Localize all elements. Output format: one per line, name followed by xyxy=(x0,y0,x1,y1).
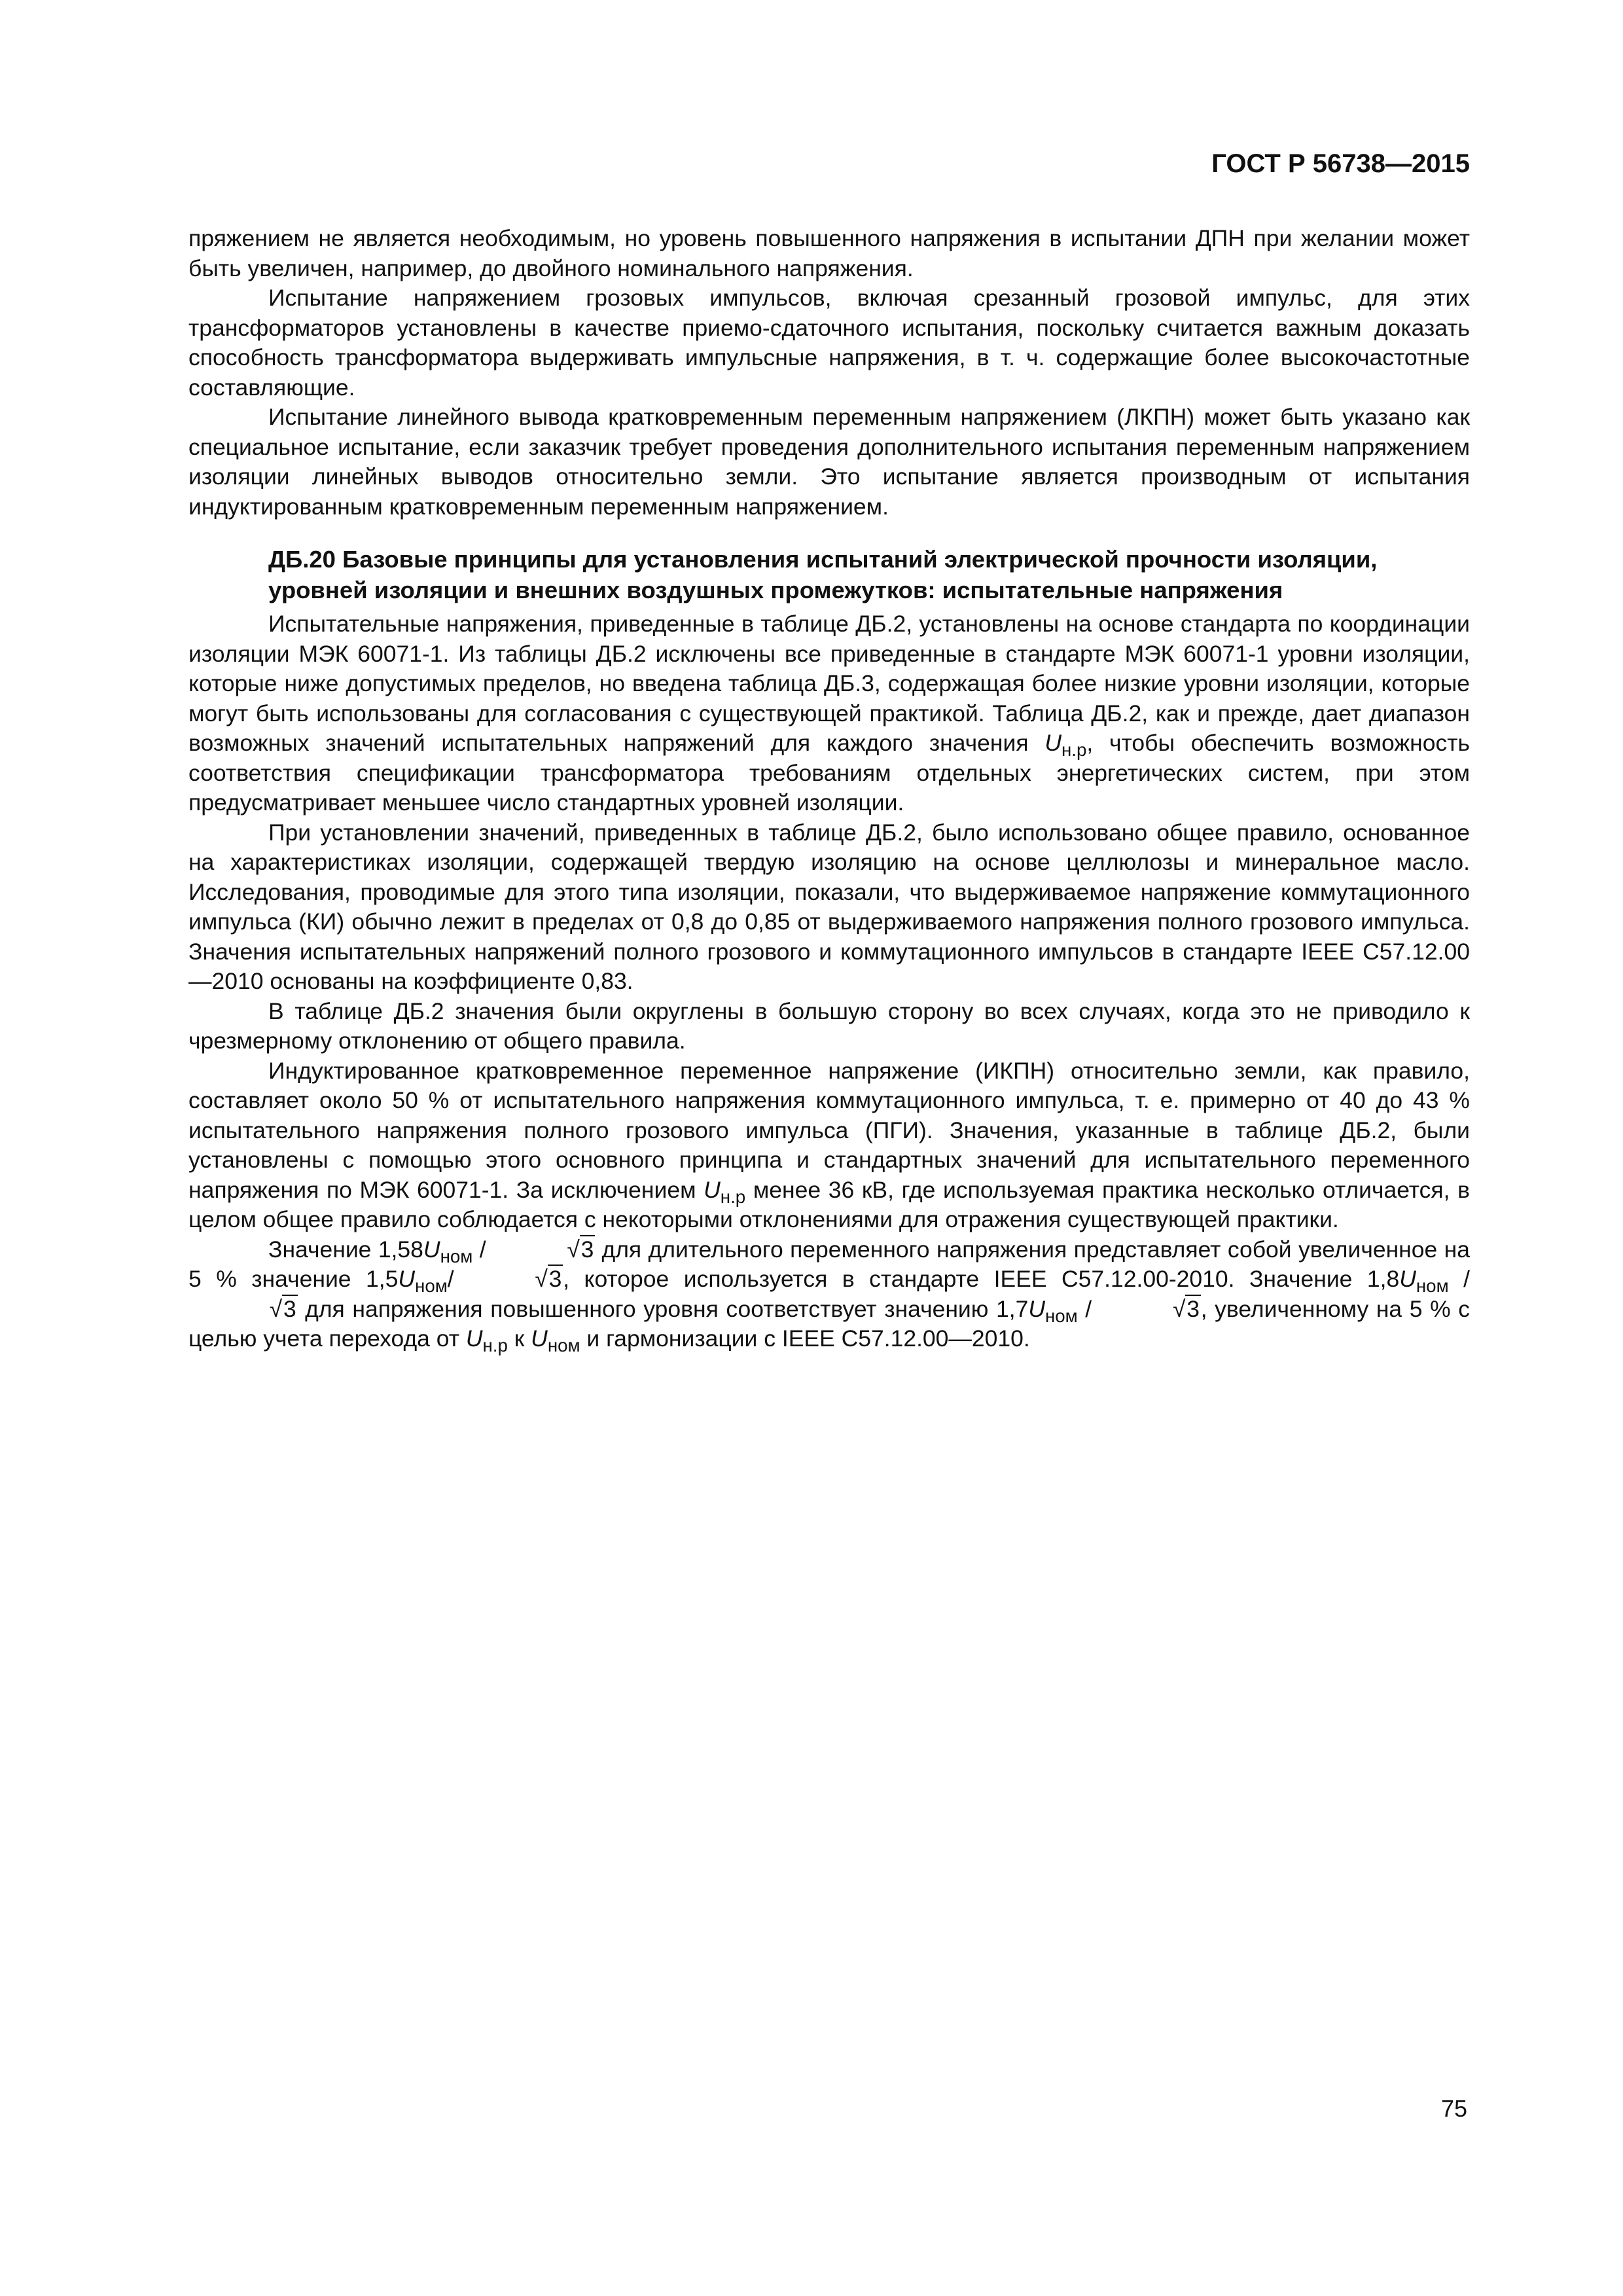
paragraph-4-text-b: , чтобы обеспечить возможность соответствия спецификации трансформатора требованиям отдельных энергетических систем, при этом предусматривает меньшее число стандартных уровней изоляции. xyxy=(188,730,1471,816)
voltage-subscript: ном xyxy=(415,1275,448,1296)
paragraph-8-text-1: Значение 1,58 xyxy=(268,1236,423,1263)
section-heading: ДБ.20 Базовые принципы для установления испытаний электрической прочности изоляции, уровней изоляции и внешних воздушных промежутков: испытательные напряжения xyxy=(268,546,1378,603)
formula-slash: / xyxy=(1085,1295,1092,1322)
voltage-symbol: U xyxy=(1044,730,1061,756)
voltage-symbol: U xyxy=(1399,1266,1416,1292)
formula-slash: / xyxy=(479,1236,486,1263)
sqrt-sign: √ xyxy=(535,1266,548,1292)
sqrt-formula xyxy=(454,1265,563,1295)
paragraph-7-text-b: менее 36 кВ, где используемая практика несколько отличается, в целом общее правило соблюдается с некоторыми отклонениями для отражения существующей практики. xyxy=(188,1176,1470,1232)
sqrt-argument: 3 xyxy=(1186,1295,1200,1322)
paragraph-8-text-6: к xyxy=(507,1325,531,1352)
paragraph-7-text-a: Индуктированное кратковременное переменное напряжение (ИКПН) относительно земли, как правило, составляет около 50 % от испытательного напряжения коммутационного импульса, т. е. примерно от 40 до 43 % испытательного напряжения полного грозового импульса (ПГИ). Значения, указанные в таблице ДБ.2, были установлены с помощью этого основного принципа и стандартных значений для испытательного переменного напряжения по МЭК 60071-1. За исключением xyxy=(188,1057,1470,1203)
paragraph-7 xyxy=(188,1056,1470,1235)
voltage-subscript: ном xyxy=(440,1246,473,1266)
formula-slash: / xyxy=(1463,1266,1470,1292)
voltage-symbol: U xyxy=(465,1325,483,1352)
formula-slash: / xyxy=(447,1266,454,1292)
paragraph-2: Испытание напряжением грозовых импульсов, включая срезанный грозовой импульс, для этих трансформаторов установлены в качестве приемо-сдаточного испытания, поскольку считается важным доказать способность трансформатора выдерживать импульсные напряжения, в т. ч. содержащие более высокочастотные составляющие. xyxy=(188,285,1470,401)
voltage-subscript: ном xyxy=(1416,1275,1449,1296)
voltage-subscript: н.р xyxy=(482,1335,508,1355)
sqrt-formula xyxy=(486,1235,596,1265)
voltage-symbol: U xyxy=(423,1236,440,1263)
sqrt-sign: √ xyxy=(567,1236,580,1263)
paragraph-4 xyxy=(188,609,1470,818)
paragraph-5: При установлении значений, приведенных в таблице ДБ.2, было использовано общее правило, основанное на характеристиках изоляции, содержащей твердую изоляцию на основе целлюлозы и минеральное масло. Исследования, проводимые для этого типа изоляции, показали, что выдерживаемое напряжение коммутационного импульса (КИ) обычно лежит в пределах от 0,8 до 0,85 от выдерживаемого напряжения полного грозового импульса. Значения испытательных напряжений полного грозового и коммутационного импульсов в стандарте IEEE C57.12.00—2010 основаны на коэффициенте 0,83. xyxy=(188,819,1470,994)
paragraph-8 xyxy=(188,1235,1470,1354)
paragraph-8-text-4: для напряжения повышенного уровня соответствует значению 1,7 xyxy=(297,1295,1029,1322)
paragraph-8-text-3: , которое используется в стандарте IEEE C57.12.00-2010. Значение 1,8 xyxy=(563,1266,1400,1292)
voltage-symbol: U xyxy=(531,1325,548,1352)
paragraph-6: В таблице ДБ.2 значения были округлены в большую сторону во всех случаях, когда это не приводило к чрезмерному отклонению от общего правила. xyxy=(188,997,1470,1054)
paragraph-4-text-a: Испытательные напряжения, приведенные в таблице ДБ.2, установлены на основе стандарта по координации изоляции МЭК 60071-1. Из таблицы ДБ.2 исключены все приведенные в стандарте МЭК 60071-1 уровни изоляции, которые ниже допустимых пределов, но введена таблица ДБ.3, содержащая более низкие уровни изоляции, которые могут быть использованы для согласования с существующей практикой. Таблица ДБ.2, как и прежде, дает диапазон возможных значений испытательных напряжений для каждого значения xyxy=(188,611,1470,756)
paragraph-3: Испытание линейного вывода кратковременным переменным напряжением (ЛКПН) может быть указано как специальное испытание, если заказчик требует проведения дополнительного испытания переменным напряжением изоляции линейных выводов относительно земли. Это испытание является производным от испытания индуктированным кратковременным переменным напряжением. xyxy=(188,404,1470,520)
voltage-subscript: н.р xyxy=(720,1186,746,1207)
voltage-symbol: U xyxy=(398,1266,416,1292)
paragraph-8-text-5: , увеличенному на 5 % с целью учета перехода от xyxy=(188,1295,1470,1352)
sqrt-argument: 3 xyxy=(548,1266,562,1292)
sqrt-formula xyxy=(188,1295,298,1325)
voltage-symbol: U xyxy=(1028,1295,1045,1322)
sqrt-formula xyxy=(1092,1295,1201,1325)
document-body xyxy=(188,224,1470,1354)
sqrt-argument: 3 xyxy=(283,1295,296,1322)
paragraph-8-text-2: для длительного переменного напряжения представляет собой увеличенное на 5 % значение 1,5 xyxy=(188,1236,1471,1292)
sqrt-argument: 3 xyxy=(580,1236,594,1263)
voltage-symbol: U xyxy=(704,1176,721,1203)
sqrt-sign: √ xyxy=(269,1295,283,1322)
paragraph-8-text-7: и гармонизации с IEEE C57.12.00—2010. xyxy=(580,1325,1030,1352)
voltage-subscript: н.р xyxy=(1061,739,1087,760)
document-header: ГОСТ Р 56738—2015 xyxy=(1211,149,1470,178)
sqrt-sign: √ xyxy=(1172,1295,1186,1322)
voltage-subscript: ном xyxy=(1044,1305,1078,1326)
page-number: 75 xyxy=(1440,2095,1467,2122)
paragraph-1: пряжением не является необходимым, но уровень повышенного напряжения в испытании ДПН при желании может быть увеличен, например, до двойного номинального напряжения. xyxy=(188,225,1470,281)
voltage-subscript: ном xyxy=(547,1335,580,1355)
